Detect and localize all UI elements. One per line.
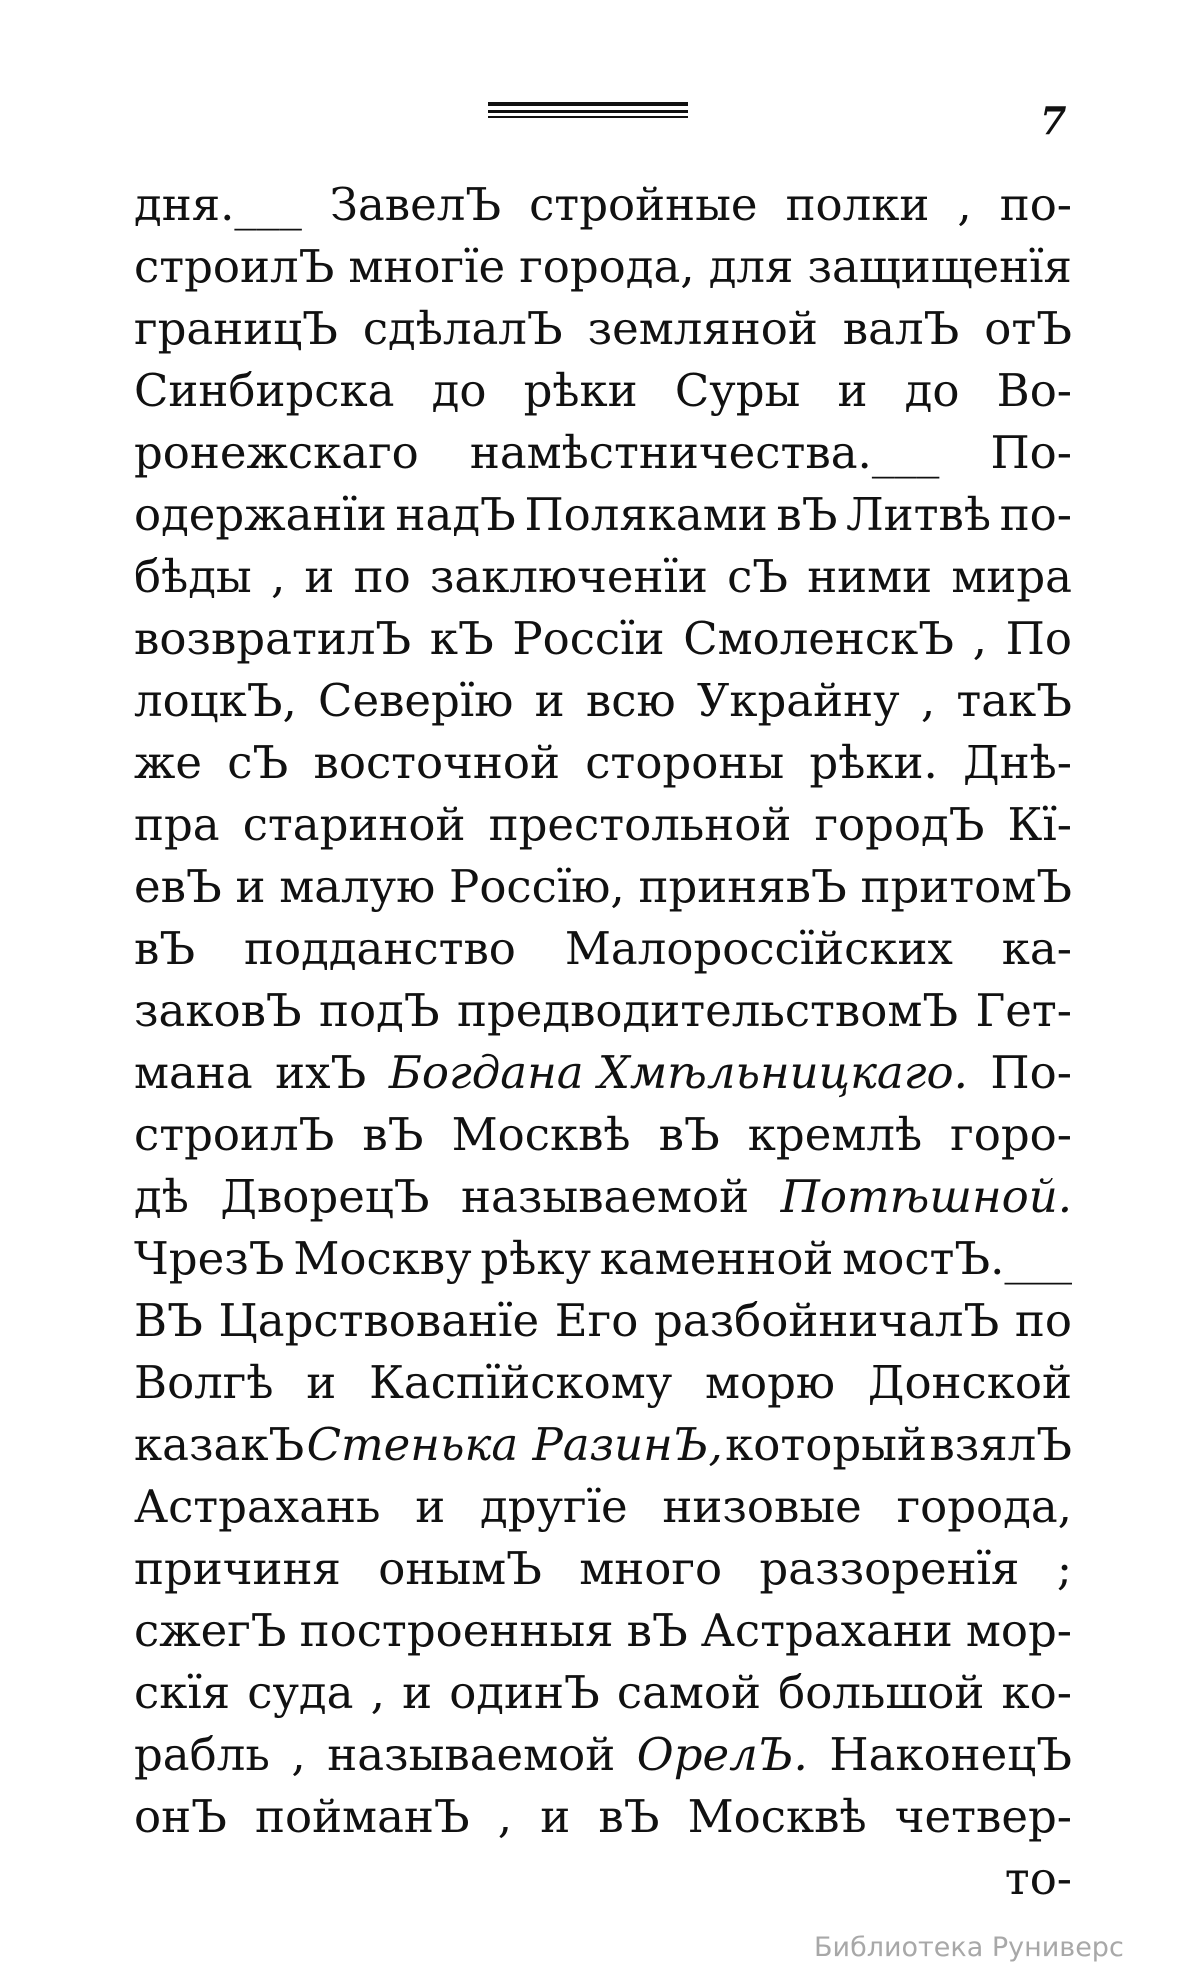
word: СмоленскЪ <box>683 612 955 665</box>
word: взялЪ <box>929 1418 1072 1471</box>
word: подданство <box>244 922 516 975</box>
word: защищенїя <box>807 240 1072 293</box>
word: по- <box>999 178 1072 231</box>
text-line <box>134 856 1072 918</box>
word: кремлѣ <box>747 1108 923 1161</box>
word: предводительствомЪ <box>456 984 959 1037</box>
catchword-line <box>134 1848 1072 1910</box>
word: для <box>708 240 794 293</box>
word: и <box>304 550 335 603</box>
word: намѣстничества.___ <box>469 426 940 479</box>
text-line <box>134 1724 1072 1786</box>
word: и <box>534 674 565 727</box>
word: ронежскаго <box>134 426 419 479</box>
word: Богдана Хмѣльницкаго. <box>388 1046 968 1099</box>
word: каменной <box>599 1232 834 1285</box>
text-line <box>134 1600 1072 1662</box>
word: причиня <box>134 1542 341 1595</box>
word: заключенїи <box>429 550 708 603</box>
word: морю <box>705 1356 836 1409</box>
word: Россїи <box>512 612 665 665</box>
word: ЧрезЪ <box>134 1232 285 1285</box>
catchword: то- <box>1004 1852 1072 1905</box>
word: онымЪ <box>378 1542 542 1595</box>
word: по <box>353 550 411 603</box>
word: Литвѣ <box>846 488 992 541</box>
word: кЪ <box>429 612 494 665</box>
word: Синбирска <box>134 364 395 417</box>
word: , <box>291 1728 306 1781</box>
text-line <box>134 732 1072 794</box>
word: ихЪ <box>275 1046 367 1099</box>
word: по- <box>999 488 1072 541</box>
word: раззоренїя <box>759 1542 1020 1595</box>
word: Потѣшной. <box>780 1170 1072 1223</box>
text-line <box>134 1786 1072 1848</box>
word: скїя <box>134 1666 231 1719</box>
word: ВЪ <box>134 1294 203 1347</box>
word: ко- <box>1001 1666 1072 1719</box>
word: Москву <box>293 1232 472 1285</box>
word: одинЪ <box>449 1666 600 1719</box>
text-line <box>134 546 1072 608</box>
text-line <box>134 980 1072 1042</box>
word: большой <box>778 1666 985 1719</box>
word: сдѣлалЪ <box>362 302 563 355</box>
word: низовые <box>662 1480 862 1533</box>
text-line <box>134 236 1072 298</box>
word: заковЪ <box>134 984 302 1037</box>
word: мана <box>134 1046 253 1099</box>
word: притомЪ <box>860 860 1072 913</box>
word: ; <box>1056 1542 1072 1595</box>
word: Суры <box>674 364 801 417</box>
word: стариной <box>242 798 466 851</box>
text-line <box>134 608 1072 670</box>
page-number: 7 <box>1040 98 1067 143</box>
word: вЪ <box>134 922 196 975</box>
word: , <box>920 674 936 727</box>
word: онЪ <box>134 1790 227 1843</box>
word: и <box>402 1666 433 1719</box>
word: пойманЪ <box>254 1790 470 1843</box>
word: По- <box>990 1046 1072 1099</box>
word: Волгѣ <box>134 1356 274 1409</box>
text-line <box>134 298 1072 360</box>
word: Украйну <box>696 674 900 727</box>
word: и <box>306 1356 337 1409</box>
word: дѣ <box>134 1170 189 1223</box>
text-line <box>134 1290 1072 1352</box>
word: восточной <box>313 736 560 789</box>
word: вЪ <box>598 1790 660 1843</box>
text-line <box>134 1538 1072 1600</box>
word: рабль <box>134 1728 270 1781</box>
word: , <box>972 612 987 665</box>
word: до <box>904 364 960 417</box>
word: Северїю <box>318 674 514 727</box>
word: строилЪ <box>134 240 335 293</box>
text-line <box>134 1042 1072 1104</box>
word: ЗавелЪ <box>329 178 502 231</box>
word: казакЪ <box>134 1418 305 1471</box>
word: который <box>725 1418 927 1471</box>
word: сЪ <box>227 736 289 789</box>
word: городЪ <box>814 798 985 851</box>
word: стороны <box>585 736 785 789</box>
word: полки <box>785 178 930 231</box>
word: вЪ <box>626 1604 688 1657</box>
word: ними <box>807 550 933 603</box>
word: ка- <box>1001 922 1072 975</box>
word: и <box>235 860 266 913</box>
word: четвер- <box>894 1790 1072 1843</box>
word: рѣки. <box>809 736 938 789</box>
word: Россїю, <box>449 860 625 913</box>
word: ДворецЪ <box>220 1170 430 1223</box>
word: надЪ <box>395 488 516 541</box>
word: , <box>957 178 972 231</box>
word: Стенька РазинЪ, <box>306 1418 723 1471</box>
word: , <box>270 550 286 603</box>
word: земляной <box>587 302 818 355</box>
text-line <box>134 1352 1072 1414</box>
text-line <box>134 1414 1072 1476</box>
word: евЪ <box>134 860 222 913</box>
library-credit: Библиотека Руниверс <box>814 1932 1124 1963</box>
word: Астрахань <box>134 1480 381 1533</box>
word: , <box>370 1666 385 1719</box>
text-line <box>134 484 1072 546</box>
word: ОрелЪ. <box>636 1728 808 1781</box>
word: до <box>431 364 487 417</box>
word: называемой <box>327 1728 616 1781</box>
word: сЪ <box>727 550 789 603</box>
body-text <box>134 174 1072 1910</box>
word: Кї- <box>1007 798 1072 851</box>
word: Каспїйскому <box>369 1356 673 1409</box>
word: такЪ <box>956 674 1072 727</box>
word: горо- <box>950 1108 1072 1161</box>
word: Гет- <box>975 984 1072 1037</box>
word: отЪ <box>984 302 1072 355</box>
word: разбойничалЪ <box>653 1294 1000 1347</box>
word: Царствованїе <box>218 1294 540 1347</box>
word: НаконецЪ <box>829 1728 1072 1781</box>
word: Его <box>554 1294 639 1347</box>
word: суда <box>247 1666 354 1719</box>
text-line <box>134 1166 1072 1228</box>
word: мостЪ.___ <box>842 1232 1072 1285</box>
word: Москвѣ <box>687 1790 867 1843</box>
word: строилЪ <box>134 1108 335 1161</box>
word: и <box>837 364 868 417</box>
text-line <box>134 918 1072 980</box>
word: По <box>1005 612 1072 665</box>
word: другїе <box>480 1480 628 1533</box>
word: стройные <box>529 178 758 231</box>
word: Донской <box>867 1356 1072 1409</box>
word: лоцкЪ, <box>134 674 297 727</box>
word: малую <box>279 860 436 913</box>
header-rule <box>488 102 688 120</box>
word: всю <box>585 674 676 727</box>
word: вЪ <box>362 1108 424 1161</box>
word: Поляками <box>524 488 768 541</box>
word: же <box>134 736 203 789</box>
word: по <box>1014 1294 1072 1347</box>
word: рѣку <box>480 1232 591 1285</box>
word: Москвѣ <box>451 1108 631 1161</box>
word: рѣки <box>523 364 638 417</box>
word: подЪ <box>319 984 440 1037</box>
word: , <box>497 1790 513 1843</box>
word: вЪ <box>658 1108 720 1161</box>
word: По- <box>990 426 1072 479</box>
text-line <box>134 422 1072 484</box>
word: называемой <box>461 1170 750 1223</box>
word: и <box>415 1480 446 1533</box>
word: много <box>579 1542 723 1595</box>
text-line <box>134 1104 1072 1166</box>
word: возвратилЪ <box>134 612 412 665</box>
text-line <box>134 360 1072 422</box>
word: и <box>540 1790 571 1843</box>
word: Малороссїйских <box>564 922 953 975</box>
text-line <box>134 794 1072 856</box>
word: Днѣ- <box>963 736 1072 789</box>
word: бѣды <box>134 550 252 603</box>
word: вЪ <box>776 488 838 541</box>
word: пра <box>134 798 220 851</box>
word: многїе <box>348 240 506 293</box>
text-line <box>134 1228 1072 1290</box>
word: сжегЪ <box>134 1604 287 1657</box>
word: границЪ <box>134 302 338 355</box>
word: города, <box>519 240 695 293</box>
word: мор- <box>965 1604 1072 1657</box>
word: города, <box>896 1480 1072 1533</box>
word: построенныя <box>299 1604 614 1657</box>
word: принявЪ <box>638 860 847 913</box>
word: престольной <box>488 798 792 851</box>
text-line <box>134 1662 1072 1724</box>
word: Астрахани <box>700 1604 953 1657</box>
word: мира <box>951 550 1072 603</box>
word: валЪ <box>842 302 960 355</box>
word: самой <box>616 1666 762 1719</box>
word: одержанїи <box>134 488 387 541</box>
word: дня.___ <box>134 178 302 231</box>
word: Во- <box>996 364 1072 417</box>
text-line <box>134 1476 1072 1538</box>
text-line <box>134 174 1072 236</box>
text-line <box>134 670 1072 732</box>
